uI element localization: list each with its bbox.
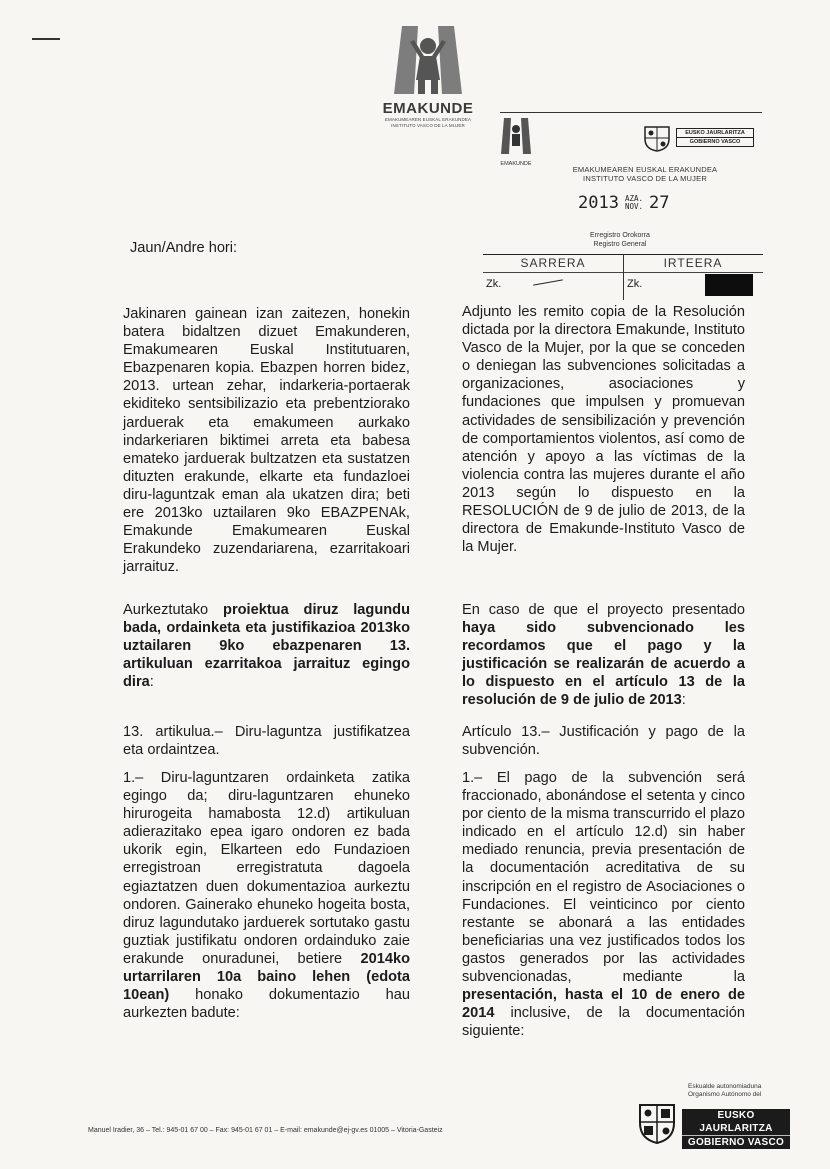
right-paragraph-intro: Adjunto les remito copia de la Resolución dictada por la directora Emakunde, Instituto Vasco de la Mujer, por la que se conceden o deniegan las subvenciones solicitadas a organizaciones, asociaciones y fundaciones que impulsen y promuevan actividades de sensibilización y prevención de comportamientos violentos, así como de atención y apoyo a las víctimas de la violencia contra las mujeres durante el año 2013 según lo dispuesto en la RESOLUCIÓN de 9 de julio de 2013, de la directora de Emakunde-Instituto Vasco de la Mujer. (462, 304, 745, 556)
stamp-emakunde-logo (493, 116, 539, 167)
stamp-zk-in: Zk. (486, 278, 502, 290)
left-paragraph-payment (123, 769, 410, 1022)
stamp-organization (540, 166, 750, 183)
stamp-entry-table (483, 254, 763, 300)
left-reminder-bold: proiektua diruz lagundu bada, ordainketa eta justifikazioa 2013ko uztailaren 9ko ebazpenaren 13. artikuluan ezarritakoa jarraituz egingo dira (123, 602, 410, 691)
stamp-col-in: SARRERA (520, 256, 586, 270)
stamp-registry (560, 231, 680, 249)
stamp-org-line1: EMAKUMEAREN EUSKAL ERAKUNDEA (572, 165, 718, 174)
left-paragraph-intro: Jakinaren gainean izan zaitezen, honekin batera bidaltzen dizuet Emakunderen, Emakumearen Euskal Institutuaren, Ebazpenaren kopia. Ebazpen horren bidez, 2013. urtean zehar, indarkeria-portaerak ekiditeko sentsibilizazio eta prebentziorako jarduerak eta emakumeen aurkako indarkeriaren biktimei arreta eta babesa emateko jarduerak bultzatzen eta sustatzen dituzten erakunde, elkarte eta fundazloei diru-laguntzak eman ala ukatzen dira; beti ere 2013ko uztailaren 9ko EBAZPENAk, Emakunde Emakumearen Euskal Erakundeko zuzendariarena, ezarritakoari jarraituz. (123, 306, 410, 576)
stamp-gov-line2: GOBIERNO VASCO (689, 139, 741, 145)
right-paragraph-reminder (462, 601, 745, 710)
footer-gov-label (682, 1109, 790, 1149)
footer-gov-line2: GOBIERNO VASCO (687, 1137, 785, 1148)
stamp-month-es: NOV. (624, 202, 644, 211)
stamp-month-eu: AZA. (624, 194, 644, 203)
footer-gov-emblem (636, 1101, 796, 1147)
stamp-logo-label: EMAKUNDE (500, 161, 532, 167)
logo-subtitle-es: INSTITUTO VASCO DE LA MUJER (391, 122, 465, 128)
left-paragraph-reminder (123, 601, 410, 691)
right-paragraph-payment (462, 769, 745, 1040)
right-article-heading: Artículo 13.– Justificación y pago de la subvención. (462, 724, 745, 759)
stamp-year: 2013 (578, 193, 619, 213)
footer-coat-of-arms-icon (636, 1101, 678, 1145)
logo-subtitle-eu: EMAKUMEAREN EUSKAL ERAKUNDEA (384, 117, 472, 122)
left-reminder-lead: Aurkeztutako (123, 602, 209, 618)
stamp-top-rule (500, 112, 762, 113)
left-reminder-colon: : (149, 674, 154, 691)
stamp-gov-label (676, 128, 754, 147)
left-payment-text: 1.– Diru-laguntzaren ordainketa zatika egingo da; diru-laguntzaren ehuneko hirurogeita hamabosta 12.d) artikuluan adierazitako epea igaro ondoren ez bada ukorik egin, Elkarteen edo Fundazioen erregistroan erregistratuta dagoela egiaztatzen duen dokumentazioa aurkeztu ondoren. Gainerako ehuneko hogeita bosta, diruz lagundutako jarduerek sortutako gastu guztiak justifikatu ondoren ordainduko zaie erakunde onuradunei, betiere (123, 770, 410, 967)
stamp-date (578, 193, 670, 213)
left-payment-deadline: 2014ko urtarrilaren 10a baino lehen (edota 10ean) (123, 950, 410, 1004)
right-payment-tail: inclusive, de la documentación siguiente: (462, 1005, 745, 1040)
right-payment-deadline: presentación, hasta el 10 de enero de 2014 (462, 987, 745, 1022)
stamp-registry-es: Registro General (593, 241, 647, 248)
emakunde-figure-icon (380, 24, 476, 98)
footer-address: Manuel Iradier, 36 – Tel.: 945-01 67 00 – Fax: 945-01 67 01 – E-mail: emakunde@ej-gv.es 01005 – Vitoria-Gasteiz (88, 1127, 443, 1134)
logo-title: EMAKUNDE (382, 100, 474, 117)
stamp-org-line2: INSTITUTO VASCO DE LA MUJER (583, 173, 707, 183)
stamp-handwritten-mark (533, 279, 563, 285)
emakunde-small-icon (496, 116, 536, 156)
right-reminder-bold: haya sido subvencionado les recordamos que el pago y la justificación se realizarán de acuerdo a lo dispuesto en el artículo 13 de la resolución de 9 de julio de 2013 (462, 620, 745, 709)
footer-gov-line1: EUSKO JAURLARITZA (682, 1109, 790, 1136)
stamp-col-out: IRTEERA (663, 256, 723, 270)
stamp-month (625, 195, 643, 211)
left-article-heading: 13. artikulua.– Diru-laguntza justifikatzea eta ordaintzea. (123, 724, 410, 759)
footer-autonomous-eu: Eskualde autonomiaduna (688, 1083, 762, 1090)
right-reminder-colon: : (681, 692, 686, 709)
emakunde-logo (366, 24, 490, 128)
footer-autonomous-es: Organismo Autónomo del (688, 1090, 762, 1098)
footer-autonomous (688, 1083, 761, 1098)
coat-of-arms-icon (642, 124, 672, 152)
greeting: Jaun/Andre hori: (130, 240, 238, 256)
stamp-gov-emblem (642, 124, 754, 152)
left-payment-tail: honako dokumentazio hau aurkezten badute: (123, 987, 410, 1022)
stamp-day: 27 (649, 193, 670, 213)
stamp-gov-line1: EUSKO JAURLARITZA (677, 129, 753, 138)
stamp-zk-out: Zk. (627, 278, 643, 290)
right-reminder-lead: En caso de que el proyecto presentado (462, 602, 745, 618)
right-payment-text: 1.– El pago de la subvención será fraccionado, abonándose el setenta y cinco por ciento de la misma transcurrido el plazo indicado en el artículo 12.d) sin haber mediado renuncia, previa presentación de la documentación acreditativa de su inscripción en el registro de Asociaciones o Fundaciones. El veinticinco por ciento restante se abonará a las entidades beneficiarias una vez justificados todos los gastos generados por las actividades subvencionadas, mediante la (462, 770, 745, 986)
redacted-number (705, 274, 753, 296)
corner-dash-mark (32, 38, 60, 40)
stamp-registry-eu: Erregistro Orokorra (590, 232, 650, 239)
